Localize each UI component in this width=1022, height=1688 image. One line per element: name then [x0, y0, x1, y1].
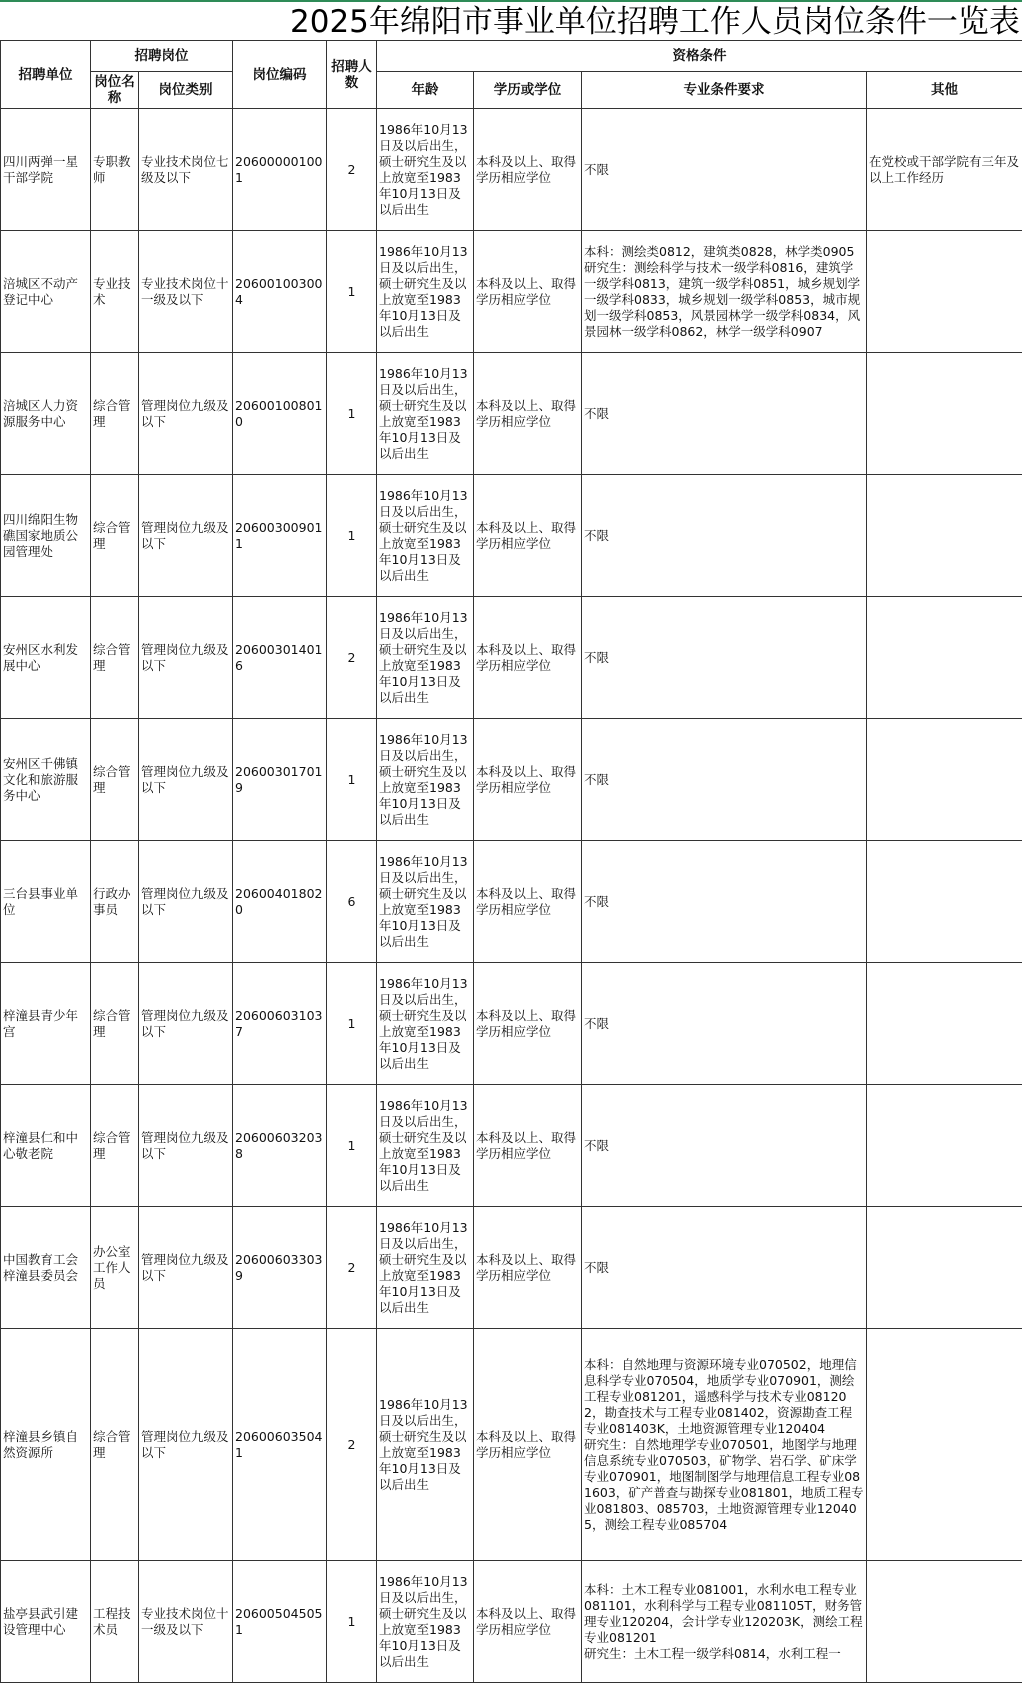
header-age: 年龄 [377, 72, 474, 109]
position-name-cell: 综合管理 [91, 719, 139, 841]
recruit-count-cell: 2 [327, 597, 377, 719]
position-code-cell: 206006032038 [233, 1085, 327, 1207]
table-row [1, 231, 1022, 353]
major-cell: 不限 [582, 475, 867, 597]
major-cell: 不限 [582, 1085, 867, 1207]
position-name-cell: 综合管理 [91, 963, 139, 1085]
age-cell: 1986年10月13日及以后出生，硕士研究生及以上放宽至1983年10月13日及以后出生 [377, 1085, 474, 1207]
table-row [1, 353, 1022, 475]
age-cell: 1986年10月13日及以后出生，硕士研究生及以上放宽至1983年10月13日及以后出生 [377, 475, 474, 597]
age-cell: 1986年10月13日及以后出生，硕士研究生及以上放宽至1983年10月13日及以后出生 [377, 1207, 474, 1329]
other-cell [867, 841, 1022, 963]
unit-cell: 三台县事业单位 [1, 841, 91, 963]
position-code-cell: 206003014016 [233, 597, 327, 719]
major-cell: 不限 [582, 963, 867, 1085]
position-name-cell: 办公室工作人员 [91, 1207, 139, 1329]
recruit-count-cell: 1 [327, 231, 377, 353]
position-name-cell: 综合管理 [91, 1329, 139, 1561]
position-name-cell: 综合管理 [91, 475, 139, 597]
header-position-type: 岗位类别 [139, 72, 233, 109]
unit-cell: 四川两弹一星干部学院 [1, 109, 91, 231]
position-type-cell: 管理岗位九级及以下 [139, 719, 233, 841]
table-row [1, 1561, 1022, 1683]
other-cell [867, 597, 1022, 719]
age-cell: 1986年10月13日及以后出生，硕士研究生及以上放宽至1983年10月13日及以后出生 [377, 841, 474, 963]
table-row [1, 109, 1022, 231]
unit-cell: 安州区千佛镇文化和旅游服务中心 [1, 719, 91, 841]
position-name-cell: 工程技术员 [91, 1561, 139, 1683]
education-cell: 本科及以上、取得学历相应学位 [474, 1329, 582, 1561]
header-other: 其他 [867, 72, 1022, 109]
age-cell: 1986年10月13日及以后出生，硕士研究生及以上放宽至1983年10月13日及以后出生 [377, 109, 474, 231]
other-cell [867, 719, 1022, 841]
education-cell: 本科及以上、取得学历相应学位 [474, 963, 582, 1085]
unit-cell: 梓潼县乡镇自然资源所 [1, 1329, 91, 1561]
education-cell: 本科及以上、取得学历相应学位 [474, 475, 582, 597]
major-cell: 不限 [582, 841, 867, 963]
position-name-cell: 综合管理 [91, 1085, 139, 1207]
education-cell: 本科及以上、取得学历相应学位 [474, 1561, 582, 1683]
position-code-cell: 206004018020 [233, 841, 327, 963]
major-cell: 不限 [582, 109, 867, 231]
other-cell [867, 353, 1022, 475]
position-type-cell: 管理岗位九级及以下 [139, 841, 233, 963]
table-row [1, 963, 1022, 1085]
position-type-cell: 管理岗位九级及以下 [139, 353, 233, 475]
unit-cell: 梓潼县青少年宫 [1, 963, 91, 1085]
table-body [1, 109, 1022, 1683]
position-code-cell: 206003017019 [233, 719, 327, 841]
other-cell [867, 475, 1022, 597]
header-education: 学历或学位 [474, 72, 582, 109]
unit-cell: 四川绵阳生物礁国家地质公园管理处 [1, 475, 91, 597]
table-row [1, 1085, 1022, 1207]
age-cell: 1986年10月13日及以后出生，硕士研究生及以上放宽至1983年10月13日及以后出生 [377, 1329, 474, 1561]
position-name-cell: 专业技术 [91, 231, 139, 353]
age-cell: 1986年10月13日及以后出生，硕士研究生及以上放宽至1983年10月13日及以后出生 [377, 353, 474, 475]
education-cell: 本科及以上、取得学历相应学位 [474, 231, 582, 353]
education-cell: 本科及以上、取得学历相应学位 [474, 841, 582, 963]
major-cell: 本科：测绘类0812，建筑类0828，林学类0905 研究生：测绘科学与技术一级学科0816，建筑学一级学科0813，建筑一级学科0851，城乡规划学一级学科0833，城乡规划一级学科0853，城市规划一级学科0853，风景园林学一级学科0834，风景园林一级学科0862，林学一级学科0907 [582, 231, 867, 353]
position-code-cell: 206001003004 [233, 231, 327, 353]
table-row [1, 597, 1022, 719]
position-code-cell: 206006033039 [233, 1207, 327, 1329]
position-type-cell: 管理岗位九级及以下 [139, 963, 233, 1085]
unit-cell: 中国教育工会梓潼县委员会 [1, 1207, 91, 1329]
position-code-cell: 206001008010 [233, 353, 327, 475]
position-type-cell: 管理岗位九级及以下 [139, 1085, 233, 1207]
other-cell [867, 1329, 1022, 1561]
position-code-cell: 206003009011 [233, 475, 327, 597]
age-cell: 1986年10月13日及以后出生，硕士研究生及以上放宽至1983年10月13日及以后出生 [377, 719, 474, 841]
header-major: 专业条件要求 [582, 72, 867, 109]
header-code: 岗位编码 [233, 41, 327, 109]
top-border-line [0, 0, 1022, 2]
table-row [1, 1329, 1022, 1561]
education-cell: 本科及以上、取得学历相应学位 [474, 109, 582, 231]
recruit-count-cell: 6 [327, 841, 377, 963]
recruit-count-cell: 1 [327, 1085, 377, 1207]
position-code-cell: 206006035041 [233, 1329, 327, 1561]
position-type-cell: 管理岗位九级及以下 [139, 1329, 233, 1561]
position-name-cell: 综合管理 [91, 597, 139, 719]
header-position-group: 招聘岗位 [91, 41, 233, 72]
education-cell: 本科及以上、取得学历相应学位 [474, 1207, 582, 1329]
position-type-cell: 专业技术岗位十一级及以下 [139, 231, 233, 353]
education-cell: 本科及以上、取得学历相应学位 [474, 719, 582, 841]
recruit-count-cell: 1 [327, 475, 377, 597]
other-cell [867, 1561, 1022, 1683]
major-cell: 本科：土木工程专业081001，水利水电工程专业081101，水利科学与工程专业081105T，财务管理专业120204，会计学专业120203K，测绘工程专业081201 研究生：土木工程一级学科0814，水利工程一 [582, 1561, 867, 1683]
position-type-cell: 专业技术岗位十一级及以下 [139, 1561, 233, 1683]
recruit-count-cell: 1 [327, 1561, 377, 1683]
other-cell [867, 1207, 1022, 1329]
position-type-cell: 管理岗位九级及以下 [139, 1207, 233, 1329]
major-cell: 本科：自然地理与资源环境专业070502，地理信息科学专业070504，地质学专业070901，测绘工程专业081201，遥感科学与技术专业081202，勘查技术与工程专业081402，资源勘查工程专业081403K，土地资源管理专业120404 研究生：自然地理学专业070501，地图学与地理信息系统专业070503，矿物学、岩石学、矿床学专业070901，地图制图学与地理信息工程专业081603，矿产普查与勘探专业081801，地质工程专业081803、085703，土地资源管理专业120405，测绘工程专业085704 [582, 1329, 867, 1561]
age-cell: 1986年10月13日及以后出生，硕士研究生及以上放宽至1983年10月13日及以后出生 [377, 963, 474, 1085]
education-cell: 本科及以上、取得学历相应学位 [474, 1085, 582, 1207]
major-cell: 不限 [582, 1207, 867, 1329]
recruit-count-cell: 2 [327, 109, 377, 231]
unit-cell: 安州区水利发展中心 [1, 597, 91, 719]
unit-cell: 涪城区不动产登记中心 [1, 231, 91, 353]
header-position-name: 岗位名称 [91, 72, 139, 109]
position-name-cell: 专职教师 [91, 109, 139, 231]
major-cell: 不限 [582, 353, 867, 475]
education-cell: 本科及以上、取得学历相应学位 [474, 597, 582, 719]
position-code-cell: 206000001001 [233, 109, 327, 231]
recruit-count-cell: 1 [327, 963, 377, 1085]
table-row [1, 475, 1022, 597]
recruit-count-cell: 1 [327, 353, 377, 475]
unit-cell: 涪城区人力资源服务中心 [1, 353, 91, 475]
position-type-cell: 管理岗位九级及以下 [139, 597, 233, 719]
recruit-count-cell: 1 [327, 719, 377, 841]
major-cell: 不限 [582, 719, 867, 841]
unit-cell: 盐亭县武引建设管理中心 [1, 1561, 91, 1683]
other-cell [867, 1085, 1022, 1207]
header-qualifications: 资格条件 [377, 41, 1022, 72]
recruit-count-cell: 2 [327, 1207, 377, 1329]
table-row [1, 719, 1022, 841]
education-cell: 本科及以上、取得学历相应学位 [474, 353, 582, 475]
table-row [1, 841, 1022, 963]
table-row [1, 1207, 1022, 1329]
document-title: 2025年绵阳市事业单位招聘工作人员岗位条件一览表 [290, 4, 1020, 40]
other-cell [867, 231, 1022, 353]
age-cell: 1986年10月13日及以后出生，硕士研究生及以上放宽至1983年10月13日及以后出生 [377, 597, 474, 719]
header-count: 招聘人数 [327, 41, 377, 109]
position-type-cell: 管理岗位九级及以下 [139, 475, 233, 597]
header-unit: 招聘单位 [1, 41, 91, 109]
position-code-cell: 206006031037 [233, 963, 327, 1085]
major-cell: 不限 [582, 597, 867, 719]
position-type-cell: 专业技术岗位七级及以下 [139, 109, 233, 231]
age-cell: 1986年10月13日及以后出生，硕士研究生及以上放宽至1983年10月13日及以后出生 [377, 1561, 474, 1683]
other-cell [867, 963, 1022, 1085]
position-code-cell: 206005045051 [233, 1561, 327, 1683]
unit-cell: 梓潼县仁和中心敬老院 [1, 1085, 91, 1207]
position-name-cell: 综合管理 [91, 353, 139, 475]
age-cell: 1986年10月13日及以后出生，硕士研究生及以上放宽至1983年10月13日及以后出生 [377, 231, 474, 353]
table-header [1, 41, 1022, 109]
position-name-cell: 行政办事员 [91, 841, 139, 963]
recruit-count-cell: 2 [327, 1329, 377, 1561]
recruitment-table [0, 40, 1022, 1683]
other-cell: 在党校或干部学院有三年及以上工作经历 [867, 109, 1022, 231]
